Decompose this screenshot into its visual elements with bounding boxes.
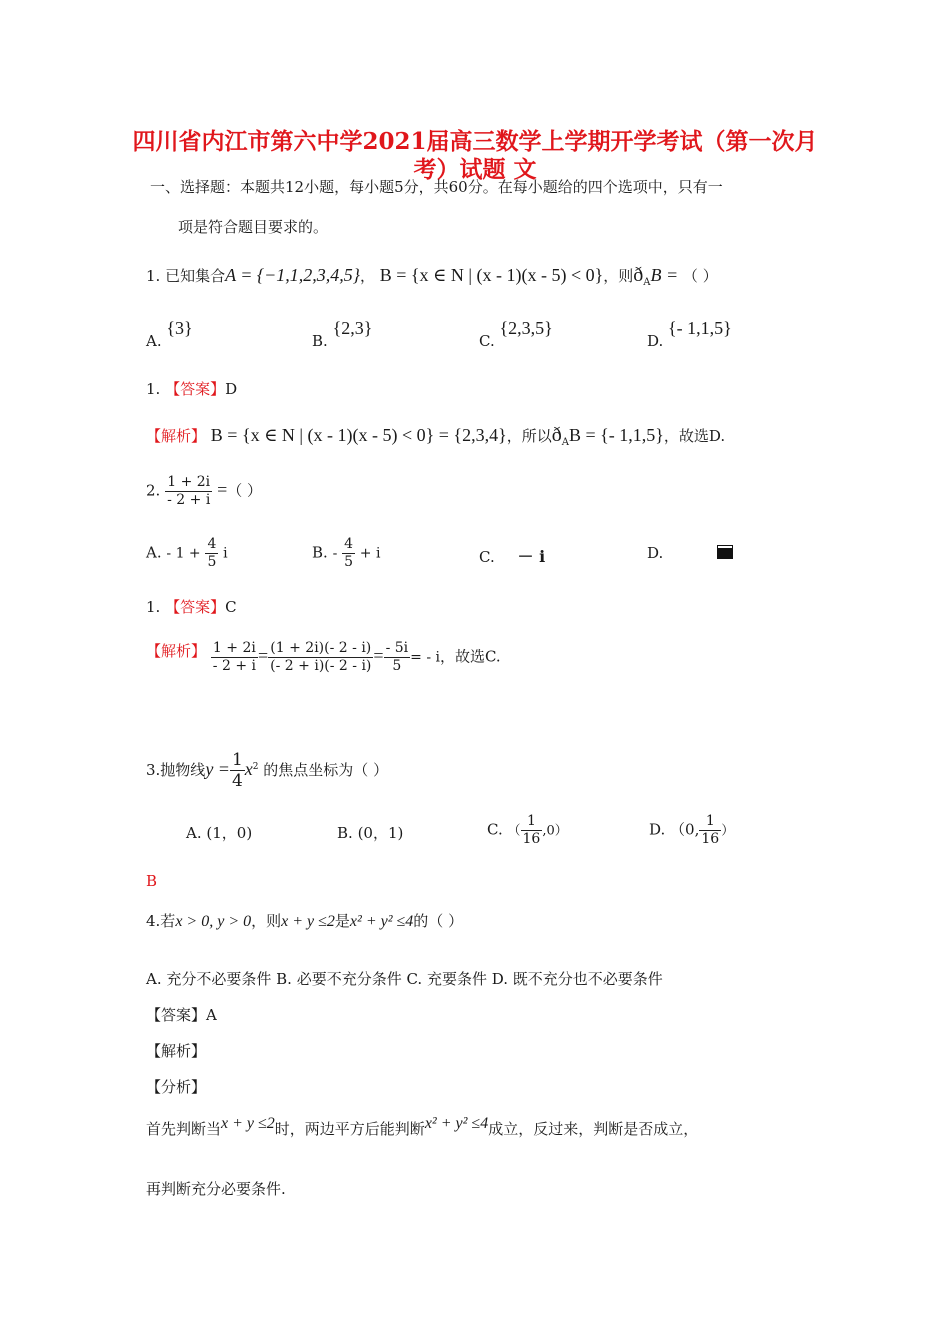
q1-option-c-value: {2,3,5}: [499, 318, 553, 338]
q3-option-a: [186, 822, 252, 843]
q2-option-a-num: 4: [207, 536, 217, 552]
q4-stem: [146, 910, 463, 931]
q1-set-b: B = {x ∈ N | (x - 1)(x - 5) < 0}: [379, 265, 604, 285]
q3-fraction-den: 4: [231, 771, 243, 792]
q1-option-a-label: A.: [146, 332, 162, 350]
q1-option-c: [479, 318, 553, 350]
q2-option-b-label: B.: [312, 543, 328, 562]
q4-is: 是: [334, 912, 350, 930]
q4-expl-p: x + y ≤2: [221, 1115, 275, 1132]
q4-analysis-label: 【解析】: [146, 1042, 207, 1060]
q2-analysis-frac3-den: 5: [392, 657, 402, 674]
q3-option-d-fraction: [699, 813, 721, 848]
q2-option-c: [479, 544, 545, 567]
q2-paren: （ ）: [227, 481, 263, 500]
q4-cond: x > 0, y > 0: [175, 913, 252, 930]
section-intro-line2: 项是符合题目要求的。: [178, 218, 329, 236]
q1-answer-value: D: [225, 380, 238, 398]
q1-sep2: ，则: [603, 267, 634, 285]
q3-option-d-lead: （0,: [670, 820, 700, 839]
q2-analysis-frac1-num: 1 + 2i: [211, 640, 258, 658]
q1-analysis-mid: ，所以: [506, 427, 552, 445]
q2-option-b-tail: + i: [359, 545, 381, 562]
q3-option-c-lead: （: [507, 823, 521, 839]
q2-analysis-frac1-den: - 2 + i: [212, 657, 256, 674]
q2-option-b-den: 5: [344, 553, 354, 570]
q1-option-d-label: D.: [647, 332, 664, 350]
q2-answer-value: C: [225, 598, 237, 616]
q2-answer-num: 1.: [146, 598, 161, 616]
q1-analysis-tag: 【解析】: [146, 427, 207, 445]
q3-stem: [146, 750, 388, 792]
q2-analysis-end: ，故选C.: [439, 647, 501, 666]
q4-q: x² + y² ≤4: [349, 913, 414, 930]
q3-option-c: [487, 813, 568, 848]
q2-option-a-lead: - 1 +: [166, 545, 201, 562]
q2-fraction: [165, 474, 212, 509]
q2-option-c-value: － i: [517, 547, 546, 566]
q1-analysis-math: B = {x ∈ N | (x - 1)(x - 5) < 0} = {2,3,4}: [210, 425, 507, 445]
q2-option-b-num: 4: [344, 536, 354, 552]
q2-analysis-tag: 【解析】: [146, 642, 207, 660]
q2-fraction-num: 1 + 2i: [165, 474, 212, 492]
q3-suffix: 的焦点坐标为（ ）: [263, 760, 389, 779]
q3-lhs: y =: [205, 758, 230, 779]
q1-option-b-value: {2,3}: [332, 318, 373, 338]
q3-option-c-fraction: [521, 813, 543, 848]
q4-suffix: 的（ ）: [413, 912, 464, 930]
q1-option-b-label: B.: [312, 332, 328, 350]
q1-option-a: [146, 318, 193, 350]
q3-option-c-num: 1: [521, 813, 543, 831]
q2-eq: =: [217, 479, 228, 500]
q2-analysis-frac3: [384, 640, 411, 675]
q3-option-d-label: D.: [649, 820, 666, 839]
q2-analysis-frac2: [268, 640, 373, 675]
q2-fraction-den: - 2 + i: [167, 491, 211, 508]
q1-answer-tag: 【答案】: [165, 380, 226, 398]
q4-expl-a: 首先判断当: [146, 1120, 222, 1138]
q3-option-b-value: (0，1): [357, 824, 404, 842]
q3-option-d-tail: ）: [721, 823, 735, 839]
q3-var: x: [244, 758, 253, 779]
q4-expl-c: 成立，反过来，判断是否成立，: [488, 1120, 699, 1138]
q1-analysis-complement: ð: [551, 424, 562, 446]
q2-option-a-label: A.: [146, 543, 162, 562]
q1-option-a-value: {3}: [166, 318, 193, 338]
q3-fraction: [230, 750, 245, 792]
q1-analysis-math2: B = {- 1,1,5}: [568, 425, 664, 445]
q2-option-d-label: D.: [647, 544, 664, 562]
q2-answer-tag: 【答案】: [165, 598, 226, 616]
q3-fraction-num: 1: [231, 750, 243, 770]
q4-fenxi-label: 【分析】: [146, 1078, 207, 1096]
section-intro-line1: 一、选择题：本题共12小题，每小题5分，共60分。在每小题给的四个选项中，只有一: [150, 178, 723, 196]
q4-expl-q: x² + y² ≤4: [424, 1115, 489, 1132]
q2-option-a-fraction: [205, 536, 218, 571]
q1-paren: （ ）: [682, 267, 718, 285]
q4-explanation-line1: [146, 1115, 699, 1139]
q2-analysis-result: = - i: [410, 649, 440, 666]
q2-option-b: [312, 536, 380, 571]
q2-stem: [146, 474, 262, 509]
q3-option-c-tail: ,0）: [542, 823, 568, 839]
q2-option-d-image-icon: [718, 546, 732, 558]
q4-p: x + y ≤2: [281, 913, 335, 930]
q3-option-d: [649, 813, 734, 848]
q2-option-c-label: C.: [479, 548, 495, 566]
q4-explanation-line2: 再判断充分必要条件.: [146, 1180, 286, 1198]
q2-option-a-den: 5: [207, 553, 217, 570]
q3-exp: 2: [252, 761, 259, 772]
q1-sep: ，: [359, 267, 375, 285]
q3-option-c-den: 16: [522, 830, 541, 847]
q2-prefix: 2.: [146, 481, 161, 500]
q3-option-d-num: 1: [699, 813, 721, 831]
q2-analysis: 【解析】 $\frac{1 + 2i}{- 2 + i}$ = $\frac{(1 + 2i)(- 2 - i)}{(- 2 + i)(- 2 - i)}$ = $\frac{- 5i}{5}$ = - i，故选C.: [146, 640, 501, 674]
q2-option-a-tail: i: [223, 545, 228, 562]
q1-stem: [146, 264, 718, 288]
q1-complement-sub: A: [643, 277, 651, 288]
q2-answer: [146, 596, 237, 617]
q1-analysis-complement-sub: A: [561, 437, 569, 448]
q4-options: A. 充分不必要条件 B. 必要不充分条件 C. 充要条件 D. 既不充分也不必要条件: [146, 970, 663, 988]
q1-option-b: [312, 318, 373, 350]
q2-option-d: [647, 544, 732, 562]
q1-answer-num: 1.: [146, 380, 161, 398]
page-title-line2: 考）试题 文: [413, 156, 537, 183]
q3-answer: B: [146, 872, 158, 890]
q1-answer: [146, 378, 237, 399]
q2-option-b-lead: -: [332, 545, 338, 562]
q2-analysis-frac2-num: (1 + 2i)(- 2 - i): [268, 640, 373, 658]
q3-option-a-label: A.: [186, 824, 202, 842]
q3-option-d-den: 16: [701, 830, 720, 847]
q4-mid: ，则: [251, 912, 282, 930]
q2-analysis-frac3-num: - 5i: [385, 640, 409, 656]
q1-after: B =: [650, 265, 679, 285]
q1-analysis: [146, 424, 725, 448]
q4-answer: 【答案】A: [146, 1006, 217, 1024]
q3-option-b: [337, 822, 403, 843]
q3-option-c-label: C.: [487, 820, 503, 839]
page-title-line1: 四川省内江市第六中学2021届高三数学上学期开学考试（第一次月: [132, 128, 818, 155]
q1-option-d: [647, 318, 732, 350]
q1-prefix: 1. 已知集合: [146, 267, 226, 285]
q1-analysis-end: ，故选D.: [663, 427, 726, 445]
q3-option-a-value: (1，0): [206, 824, 253, 842]
q2-option-b-fraction: [342, 536, 355, 571]
q3-prefix: 3.抛物线: [146, 760, 206, 779]
q3-option-b-label: B.: [337, 824, 353, 842]
q4-expl-b: 时，两边平方后能判断: [274, 1120, 425, 1138]
q2-analysis-frac1: [211, 640, 258, 675]
q1-set-a: A = {−1,1,2,3,4,5}: [225, 265, 360, 285]
q1-option-d-value: {- 1,1,5}: [668, 318, 732, 338]
q2-analysis-frac2-den: (- 2 + i)(- 2 - i): [270, 657, 372, 674]
q4-prefix: 4.若: [146, 912, 176, 930]
q2-option-a: [146, 536, 228, 571]
q1-option-c-label: C.: [479, 332, 495, 350]
q1-complement-symbol: ð: [633, 264, 644, 286]
